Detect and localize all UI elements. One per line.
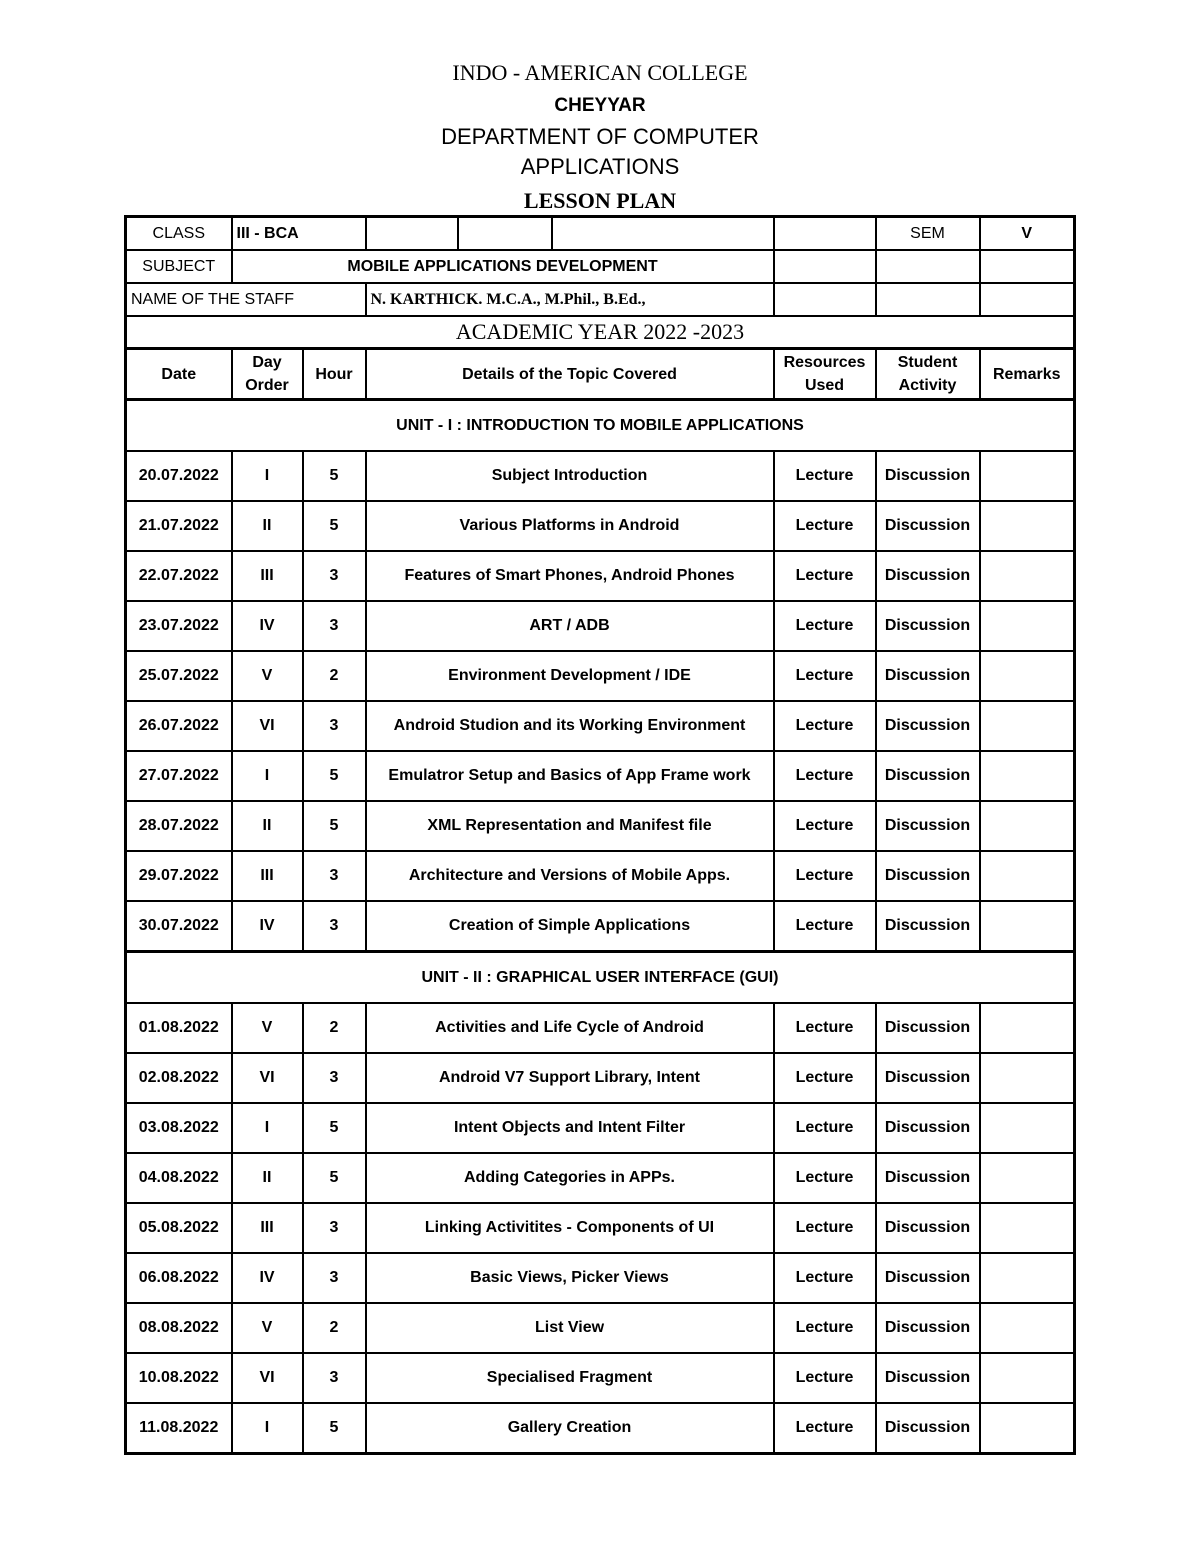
topic-cell: Creation of Simple Applications	[366, 901, 774, 952]
date-cell: 02.08.2022	[126, 1053, 232, 1103]
class-row	[126, 217, 1075, 251]
column-header-day-order: Day Order	[232, 349, 303, 400]
date-cell: 26.07.2022	[126, 701, 232, 751]
column-header-activity: Student Activity	[876, 349, 980, 400]
hour-cell: 3	[303, 601, 366, 651]
hour-cell: 2	[303, 1003, 366, 1053]
table-row	[126, 901, 1075, 952]
date-cell: 06.08.2022	[126, 1253, 232, 1303]
empty-cell	[774, 250, 876, 283]
department-line-1: DEPARTMENT OF COMPUTER	[441, 124, 759, 149]
table-row	[126, 551, 1075, 601]
remarks-cell	[980, 1003, 1075, 1053]
column-header-remarks: Remarks	[980, 349, 1075, 400]
activity-cell: Discussion	[876, 901, 980, 952]
table-row	[126, 451, 1075, 501]
date-cell: 04.08.2022	[126, 1153, 232, 1203]
topic-cell: Specialised Fragment	[366, 1353, 774, 1403]
hour-cell: 2	[303, 1303, 366, 1353]
unit-heading-row	[126, 952, 1075, 1004]
day-order-cell: VI	[232, 1353, 303, 1403]
hour-cell: 5	[303, 1103, 366, 1153]
table-row	[126, 501, 1075, 551]
unit-title: UNIT - II : GRAPHICAL USER INTERFACE (GUI)	[126, 952, 1075, 1004]
hour-cell: 3	[303, 1203, 366, 1253]
table-row	[126, 651, 1075, 701]
date-cell: 03.08.2022	[126, 1103, 232, 1153]
topic-cell: Intent Objects and Intent Filter	[366, 1103, 774, 1153]
table-row	[126, 751, 1075, 801]
activity-cell: Discussion	[876, 1103, 980, 1153]
college-name: INDO - AMERICAN COLLEGE	[452, 60, 748, 85]
day-order-cell: III	[232, 551, 303, 601]
class-label: CLASS	[126, 217, 232, 251]
day-order-cell: II	[232, 501, 303, 551]
table-row	[126, 1103, 1075, 1153]
table-row	[126, 1203, 1075, 1253]
remarks-cell	[980, 1253, 1075, 1303]
date-cell: 25.07.2022	[126, 651, 232, 701]
resource-cell: Lecture	[774, 751, 876, 801]
staff-row	[126, 283, 1075, 316]
topic-cell: XML Representation and Manifest file	[366, 801, 774, 851]
date-cell: 22.07.2022	[126, 551, 232, 601]
hour-cell: 5	[303, 1153, 366, 1203]
activity-cell: Discussion	[876, 751, 980, 801]
day-order-cell: VI	[232, 701, 303, 751]
topic-cell: Linking Activitites - Components of UI	[366, 1203, 774, 1253]
day-order-cell: I	[232, 751, 303, 801]
class-value: III - BCA	[232, 217, 366, 251]
unit-heading-row	[126, 400, 1075, 452]
unit-title: UNIT - I : INTRODUCTION TO MOBILE APPLICATIONS	[126, 400, 1075, 452]
activity-cell: Discussion	[876, 1053, 980, 1103]
remarks-cell	[980, 601, 1075, 651]
remarks-cell	[980, 751, 1075, 801]
day-order-cell: IV	[232, 1253, 303, 1303]
resource-cell: Lecture	[774, 1303, 876, 1353]
day-order-cell: I	[232, 1103, 303, 1153]
activity-cell: Discussion	[876, 1203, 980, 1253]
date-cell: 10.08.2022	[126, 1353, 232, 1403]
activity-cell: Discussion	[876, 551, 980, 601]
resource-cell: Lecture	[774, 1153, 876, 1203]
topic-cell: List View	[366, 1303, 774, 1353]
day-order-cell: III	[232, 1203, 303, 1253]
empty-cell	[876, 250, 980, 283]
lesson-plan-table	[124, 215, 1076, 1455]
topic-cell: Android Studion and its Working Environment	[366, 701, 774, 751]
activity-cell: Discussion	[876, 651, 980, 701]
date-cell: 27.07.2022	[126, 751, 232, 801]
table-row	[126, 1153, 1075, 1203]
topic-cell: Environment Development / IDE	[366, 651, 774, 701]
day-order-cell: II	[232, 1153, 303, 1203]
resource-cell: Lecture	[774, 601, 876, 651]
empty-cell	[774, 283, 876, 316]
date-cell: 08.08.2022	[126, 1303, 232, 1353]
activity-cell: Discussion	[876, 451, 980, 501]
remarks-cell	[980, 1153, 1075, 1203]
column-header-row	[126, 349, 1075, 400]
hour-cell: 5	[303, 451, 366, 501]
day-order-cell: IV	[232, 901, 303, 952]
empty-cell	[980, 283, 1075, 316]
activity-cell: Discussion	[876, 851, 980, 901]
remarks-cell	[980, 851, 1075, 901]
activity-cell: Discussion	[876, 501, 980, 551]
activity-cell: Discussion	[876, 1003, 980, 1053]
subject-label: SUBJECT	[126, 250, 232, 283]
remarks-cell	[980, 801, 1075, 851]
remarks-cell	[980, 551, 1075, 601]
activity-cell: Discussion	[876, 1253, 980, 1303]
remarks-cell	[980, 651, 1075, 701]
hour-cell: 5	[303, 751, 366, 801]
resource-cell: Lecture	[774, 701, 876, 751]
hour-cell: 3	[303, 1053, 366, 1103]
topic-cell: Various Platforms in Android	[366, 501, 774, 551]
hour-cell: 5	[303, 501, 366, 551]
resource-cell: Lecture	[774, 801, 876, 851]
table-row	[126, 701, 1075, 751]
empty-cell	[552, 217, 774, 251]
sem-label: SEM	[876, 217, 980, 251]
activity-cell: Discussion	[876, 801, 980, 851]
resource-cell: Lecture	[774, 1053, 876, 1103]
hour-cell: 3	[303, 851, 366, 901]
remarks-cell	[980, 1403, 1075, 1454]
college-location: CHEYYAR	[554, 95, 646, 116]
table-row	[126, 801, 1075, 851]
day-order-cell: VI	[232, 1053, 303, 1103]
hour-cell: 5	[303, 801, 366, 851]
day-order-cell: V	[232, 1303, 303, 1353]
subject-row	[126, 250, 1075, 283]
date-cell: 29.07.2022	[126, 851, 232, 901]
activity-cell: Discussion	[876, 701, 980, 751]
remarks-cell	[980, 1053, 1075, 1103]
date-cell: 21.07.2022	[126, 501, 232, 551]
table-row	[126, 1003, 1075, 1053]
staff-value: N. KARTHICK. M.C.A., M.Phil., B.Ed.,	[366, 283, 774, 316]
date-cell: 23.07.2022	[126, 601, 232, 651]
resource-cell: Lecture	[774, 851, 876, 901]
resource-cell: Lecture	[774, 501, 876, 551]
resource-cell: Lecture	[774, 901, 876, 952]
column-header-hour: Hour	[303, 349, 366, 400]
topic-cell: Gallery Creation	[366, 1403, 774, 1454]
remarks-cell	[980, 701, 1075, 751]
topic-cell: Basic Views, Picker Views	[366, 1253, 774, 1303]
day-order-cell: II	[232, 801, 303, 851]
date-cell: 11.08.2022	[126, 1403, 232, 1454]
activity-cell: Discussion	[876, 601, 980, 651]
day-order-cell: I	[232, 451, 303, 501]
empty-cell	[458, 217, 552, 251]
remarks-cell	[980, 1303, 1075, 1353]
date-cell: 30.07.2022	[126, 901, 232, 952]
resource-cell: Lecture	[774, 1353, 876, 1403]
topic-cell: Emulatror Setup and Basics of App Frame work	[366, 751, 774, 801]
topic-cell: Features of Smart Phones, Android Phones	[366, 551, 774, 601]
resource-cell: Lecture	[774, 1103, 876, 1153]
column-header-topic: Details of the Topic Covered	[366, 349, 774, 400]
topic-cell: ART / ADB	[366, 601, 774, 651]
empty-cell	[774, 217, 876, 251]
remarks-cell	[980, 501, 1075, 551]
subject-value: MOBILE APPLICATIONS DEVELOPMENT	[232, 250, 774, 283]
date-cell: 20.07.2022	[126, 451, 232, 501]
day-order-cell: III	[232, 851, 303, 901]
hour-cell: 3	[303, 701, 366, 751]
staff-label: NAME OF THE STAFF	[126, 283, 366, 316]
activity-cell: Discussion	[876, 1353, 980, 1403]
empty-cell	[876, 283, 980, 316]
sem-value: V	[980, 217, 1075, 251]
topic-cell: Subject Introduction	[366, 451, 774, 501]
academic-year-row	[126, 316, 1075, 349]
table-row	[126, 1403, 1075, 1454]
activity-cell: Discussion	[876, 1303, 980, 1353]
remarks-cell	[980, 1353, 1075, 1403]
table-row	[126, 1353, 1075, 1403]
table-row	[126, 1053, 1075, 1103]
activity-cell: Discussion	[876, 1153, 980, 1203]
table-row	[126, 601, 1075, 651]
column-header-resources: Resources Used	[774, 349, 876, 400]
day-order-cell: V	[232, 1003, 303, 1053]
resource-cell: Lecture	[774, 1253, 876, 1303]
empty-cell	[980, 250, 1075, 283]
resource-cell: Lecture	[774, 1003, 876, 1053]
remarks-cell	[980, 901, 1075, 952]
day-order-cell: IV	[232, 601, 303, 651]
topic-cell: Activities and Life Cycle of Android	[366, 1003, 774, 1053]
academic-year: ACADEMIC YEAR 2022 -2023	[126, 316, 1075, 349]
hour-cell: 3	[303, 901, 366, 952]
hour-cell: 3	[303, 1253, 366, 1303]
resource-cell: Lecture	[774, 551, 876, 601]
hour-cell: 3	[303, 551, 366, 601]
topic-cell: Android V7 Support Library, Intent	[366, 1053, 774, 1103]
resource-cell: Lecture	[774, 1403, 876, 1454]
table-row	[126, 1303, 1075, 1353]
resource-cell: Lecture	[774, 451, 876, 501]
topic-cell: Adding Categories in APPs.	[366, 1153, 774, 1203]
document-title: LESSON PLAN	[523, 188, 677, 213]
date-cell: 05.08.2022	[126, 1203, 232, 1253]
topic-cell: Architecture and Versions of Mobile Apps.	[366, 851, 774, 901]
table-row	[126, 851, 1075, 901]
date-cell: 28.07.2022	[126, 801, 232, 851]
resource-cell: Lecture	[774, 1203, 876, 1253]
activity-cell: Discussion	[876, 1403, 980, 1454]
department-line-2: APPLICATIONS	[520, 154, 680, 179]
column-header-date: Date	[126, 349, 232, 400]
hour-cell: 2	[303, 651, 366, 701]
hour-cell: 3	[303, 1353, 366, 1403]
date-cell: 01.08.2022	[126, 1003, 232, 1053]
remarks-cell	[980, 1103, 1075, 1153]
table-row	[126, 1253, 1075, 1303]
day-order-cell: V	[232, 651, 303, 701]
day-order-cell: I	[232, 1403, 303, 1454]
hour-cell: 5	[303, 1403, 366, 1454]
resource-cell: Lecture	[774, 651, 876, 701]
empty-cell	[366, 217, 458, 251]
remarks-cell	[980, 451, 1075, 501]
remarks-cell	[980, 1203, 1075, 1253]
